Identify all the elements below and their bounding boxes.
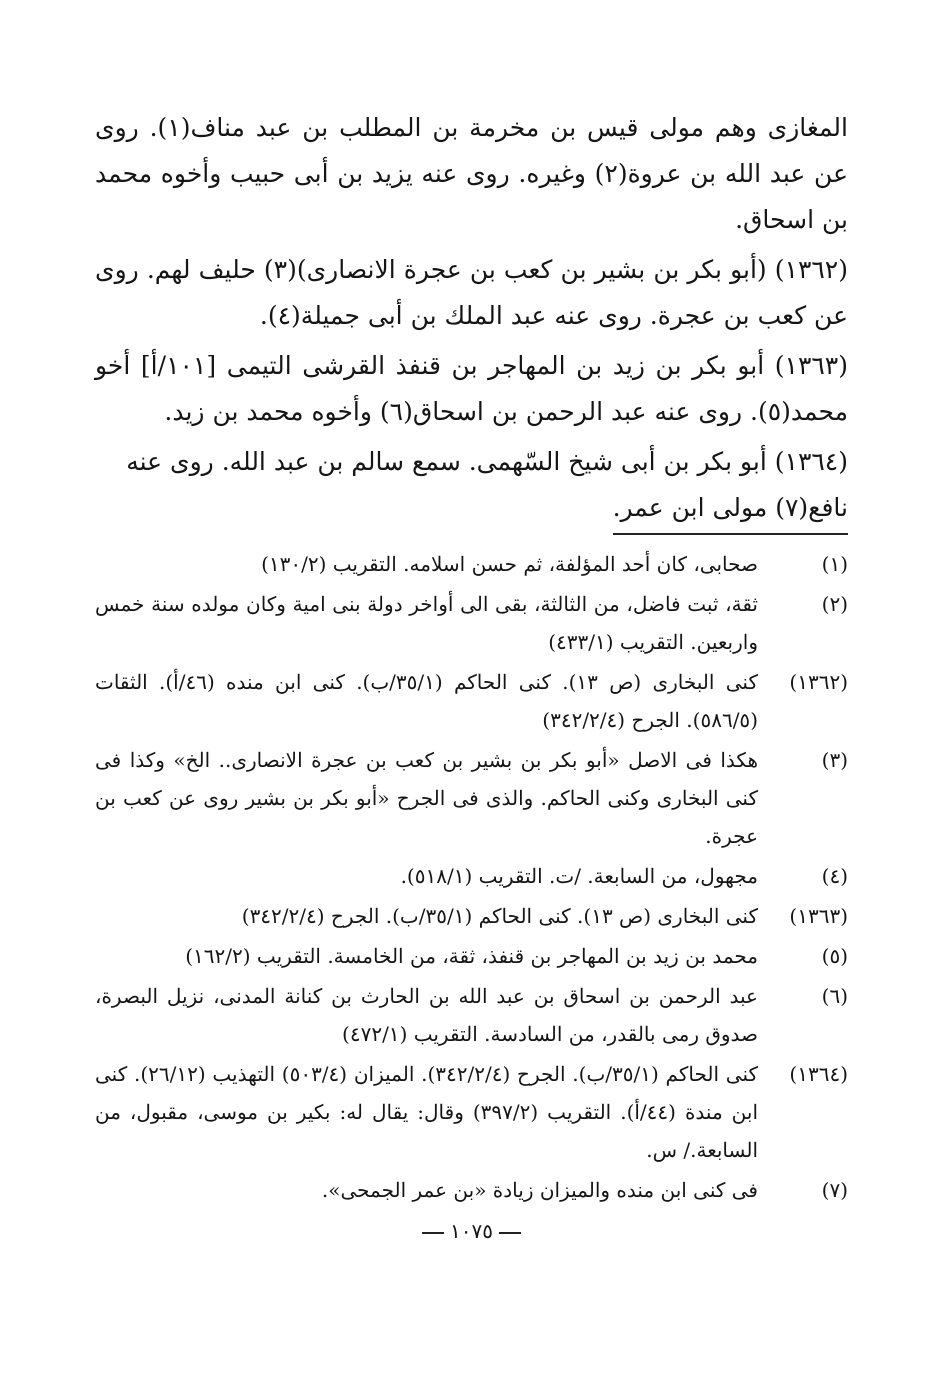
footnote-number: (٤) bbox=[821, 864, 848, 888]
dash-left bbox=[499, 1232, 521, 1234]
footnote-number: (٢) bbox=[821, 592, 848, 616]
footnote-text: ثقة، ثبت فاضل، من الثالثة، بقى الى أواخر دولة بنى امية وكان مولده سنة خمس واربعين. التقريب (٤٣٣/١) bbox=[95, 592, 759, 654]
footnote-number: (٥) bbox=[821, 944, 848, 968]
page-number bbox=[95, 1219, 848, 1243]
footnote bbox=[95, 1171, 848, 1209]
footnote bbox=[95, 977, 848, 1053]
footnote-text: هكذا فى الاصل «أبو بكر بن بشير بن كعب بن عجرة الانصارى.. الخ» وكذا فى كنى البخارى وكنى الحاكم. والذى فى الجرح «أبو بكر بن بشير روى عن كعب بن عجرة. bbox=[95, 748, 758, 848]
footnote bbox=[95, 741, 848, 855]
footnote-text: فى كنى ابن منده والميزان زيادة «بن عمر الجمحى». bbox=[321, 1178, 758, 1202]
paragraph-1364 bbox=[95, 439, 848, 535]
footnote-text: محمد بن زيد بن المهاجر بن قنفذ، ثقة، من الخامسة. التقريب (١٦٢/٢) bbox=[185, 944, 758, 968]
footnote bbox=[95, 937, 848, 975]
footnote-text: كنى البخارى (ص ١٣). كنى الحاكم (٣٥/١/ب). كنى ابن منده (٤٦/أ). الثقات (٥٨٦/٥). الجرح (٣٤٢/٢/٤) bbox=[95, 670, 758, 732]
footnote-number: (١٣٦٢) bbox=[789, 670, 848, 694]
footnote bbox=[95, 585, 848, 661]
main-text bbox=[95, 105, 848, 535]
footnote-text: كنى البخارى (ص ١٣). كنى الحاكم (٣٥/١/ب). الجرح (٣٤٢/٢/٤) bbox=[241, 904, 758, 928]
page bbox=[95, 105, 848, 1243]
footnote-number: (٣) bbox=[821, 748, 848, 772]
footnote bbox=[95, 857, 848, 895]
footnote bbox=[95, 897, 848, 935]
footnote-text: كنى الحاكم (٣٥/١/ب). الجرح (٣٤٢/٢/٤). الميزان (٥٠٣/٤) التهذيب (٢٦/١٢). كنى ابن مندة (٤٤/أ). التقريب (٣٩٧/٢) وقال: يقال له: بكير بن موسى، مقبول، من السابعة./ س. bbox=[95, 1062, 759, 1162]
footnote-text: عبد الرحمن بن اسحاق بن عبد الله بن الحارث بن كنانة المدنى، نزيل البصرة، صدوق رمى بالقدر، من السادسة. التقريب (٤٧٢/١) bbox=[95, 984, 758, 1046]
footnote-number: (١٣٦٤) bbox=[789, 1062, 848, 1086]
paragraph-1364-last-line: نافع(٧) مولى ابن عمر. bbox=[613, 485, 848, 535]
dash-right bbox=[422, 1232, 444, 1234]
paragraph-1363: (١٣٦٣) أبو بكر بن زيد بن المهاجر بن قنفذ القرشى التيمى [١٠١/أ] أخو محمد(٥). روى عنه عبد الرحمن بن اسحاق(٦) وأخوه محمد بن زيد. bbox=[95, 351, 848, 426]
footnote bbox=[95, 545, 848, 583]
footnotes bbox=[95, 545, 848, 1209]
paragraph-1364-text: (١٣٦٤) أبو بكر بن أبى شيخ السّهمى. سمع سالم بن عبد الله. روى عنه bbox=[126, 447, 848, 476]
paragraph-1362: (١٣٦٢) (أبو بكر بن بشير بن كعب بن عجرة الانصارى)(٣) حليف لهم. روى عن كعب بن عجرة. روى عنه عبد الملك بن أبى جميلة(٤). bbox=[95, 255, 848, 330]
footnote bbox=[95, 1055, 848, 1169]
footnote-number: (١) bbox=[821, 552, 848, 576]
footnote-text: مجهول، من السابعة. /ت. التقريب (٥١٨/١). bbox=[400, 864, 758, 888]
footnote-number: (١٣٦٣) bbox=[789, 904, 848, 928]
footnote-text: صحابى، كان أحد المؤلفة، ثم حسن اسلامه. التقريب (١٣٠/٢) bbox=[261, 552, 758, 576]
footnote bbox=[95, 663, 848, 739]
paragraph-1: المغازى وهم مولى قيس بن مخرمة بن المطلب بن عبد مناف(١). روى عن عبد الله بن عروة(٢) وغيره. روى عنه يزيد بن أبى حبيب وأخوه محمد بن اسحاق. bbox=[95, 113, 848, 234]
footnote-number: (٦) bbox=[821, 984, 848, 1008]
page-number-text: ١٠٧٥ bbox=[450, 1219, 493, 1243]
footnote-number: (٧) bbox=[821, 1178, 848, 1202]
